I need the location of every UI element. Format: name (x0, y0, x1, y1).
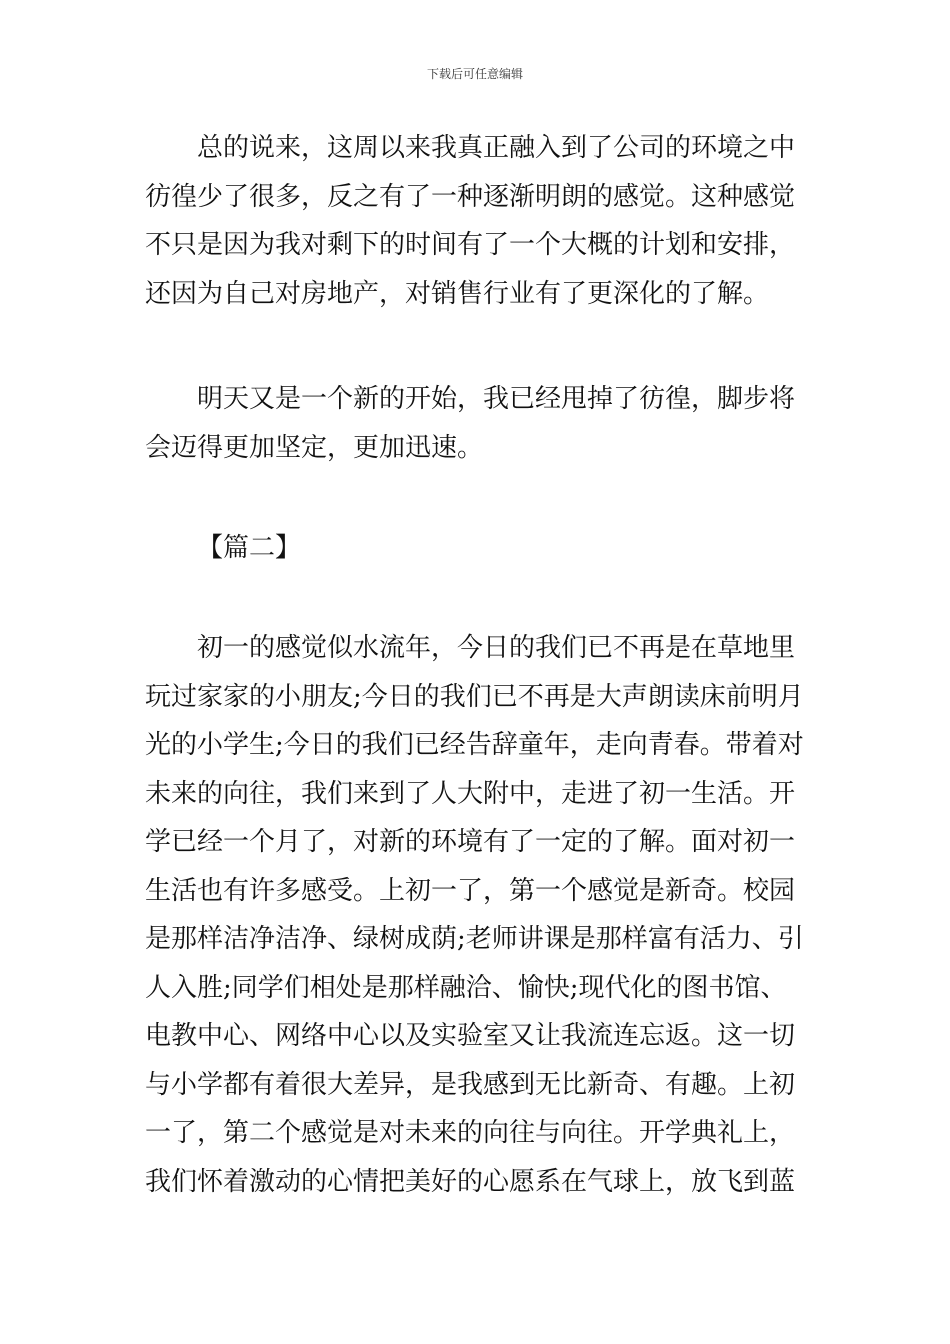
text-line: 彷徨少了很多，反之有了一种逐渐明朗的感觉。这种感觉 (145, 181, 796, 212)
text-line: 人入胜;同学们相处是那样融洽、愉快;现代化的图书馆、 (145, 972, 787, 1003)
text-line: 会迈得更加坚定，更加迅速。 (145, 432, 484, 463)
text-line: 与小学都有着很大差异，是我感到无比新奇、有趣。上初 (145, 1069, 796, 1100)
section-heading (145, 524, 810, 573)
text-line: 一了，第二个感觉是对未来的向往与向往。开学典礼上， (145, 1118, 796, 1148)
text-line: 我们怀着激动的心情把美好的心愿系在气球上，放飞到蓝 (145, 1166, 796, 1197)
text-line: 不只是因为我对剩下的时间有了一个大概的计划和安排， (145, 230, 796, 260)
page-header: 下载后可任意编辑 (426, 67, 523, 81)
text-line: 总的说来，这周以来我真正融入到了公司的环境之中 (197, 133, 796, 163)
text-line: 光的小学生;今日的我们已经告辞童年，走向青春。带着对 (145, 730, 804, 760)
paragraph-summary (145, 124, 810, 318)
text-line: 初一的感觉似水流年，今日的我们已不再是在草地里 (197, 633, 796, 663)
text-line: 是那样洁净洁净、绿树成荫;老师讲课是那样富有活力、引 (145, 924, 804, 954)
paragraph-tomorrow (145, 375, 810, 472)
text-line: 明天又是一个新的开始，我已经甩掉了彷徨，脚步将 (197, 384, 796, 414)
text-line: 学已经一个月了，对新的环境有了一定的了解。面对初一 (145, 827, 796, 857)
text-line: 还因为自己对房地产，对销售行业有了更深化的了解。 (145, 278, 770, 309)
paragraph-first-grade (145, 624, 810, 1206)
text-line: 未来的向往，我们来到了人大附中，走进了初一生活。开 (145, 778, 796, 809)
text-line: 生活也有许多感受。上初一了，第一个感觉是新奇。校园 (145, 875, 796, 906)
text-line: 电教中心、网络中心以及实验室又让我流连忘返。这一切 (145, 1021, 796, 1051)
section-title: 【篇二】 (197, 533, 302, 563)
text-line: 玩过家家的小朋友;今日的我们已不再是大声朗读床前明月 (145, 681, 804, 712)
